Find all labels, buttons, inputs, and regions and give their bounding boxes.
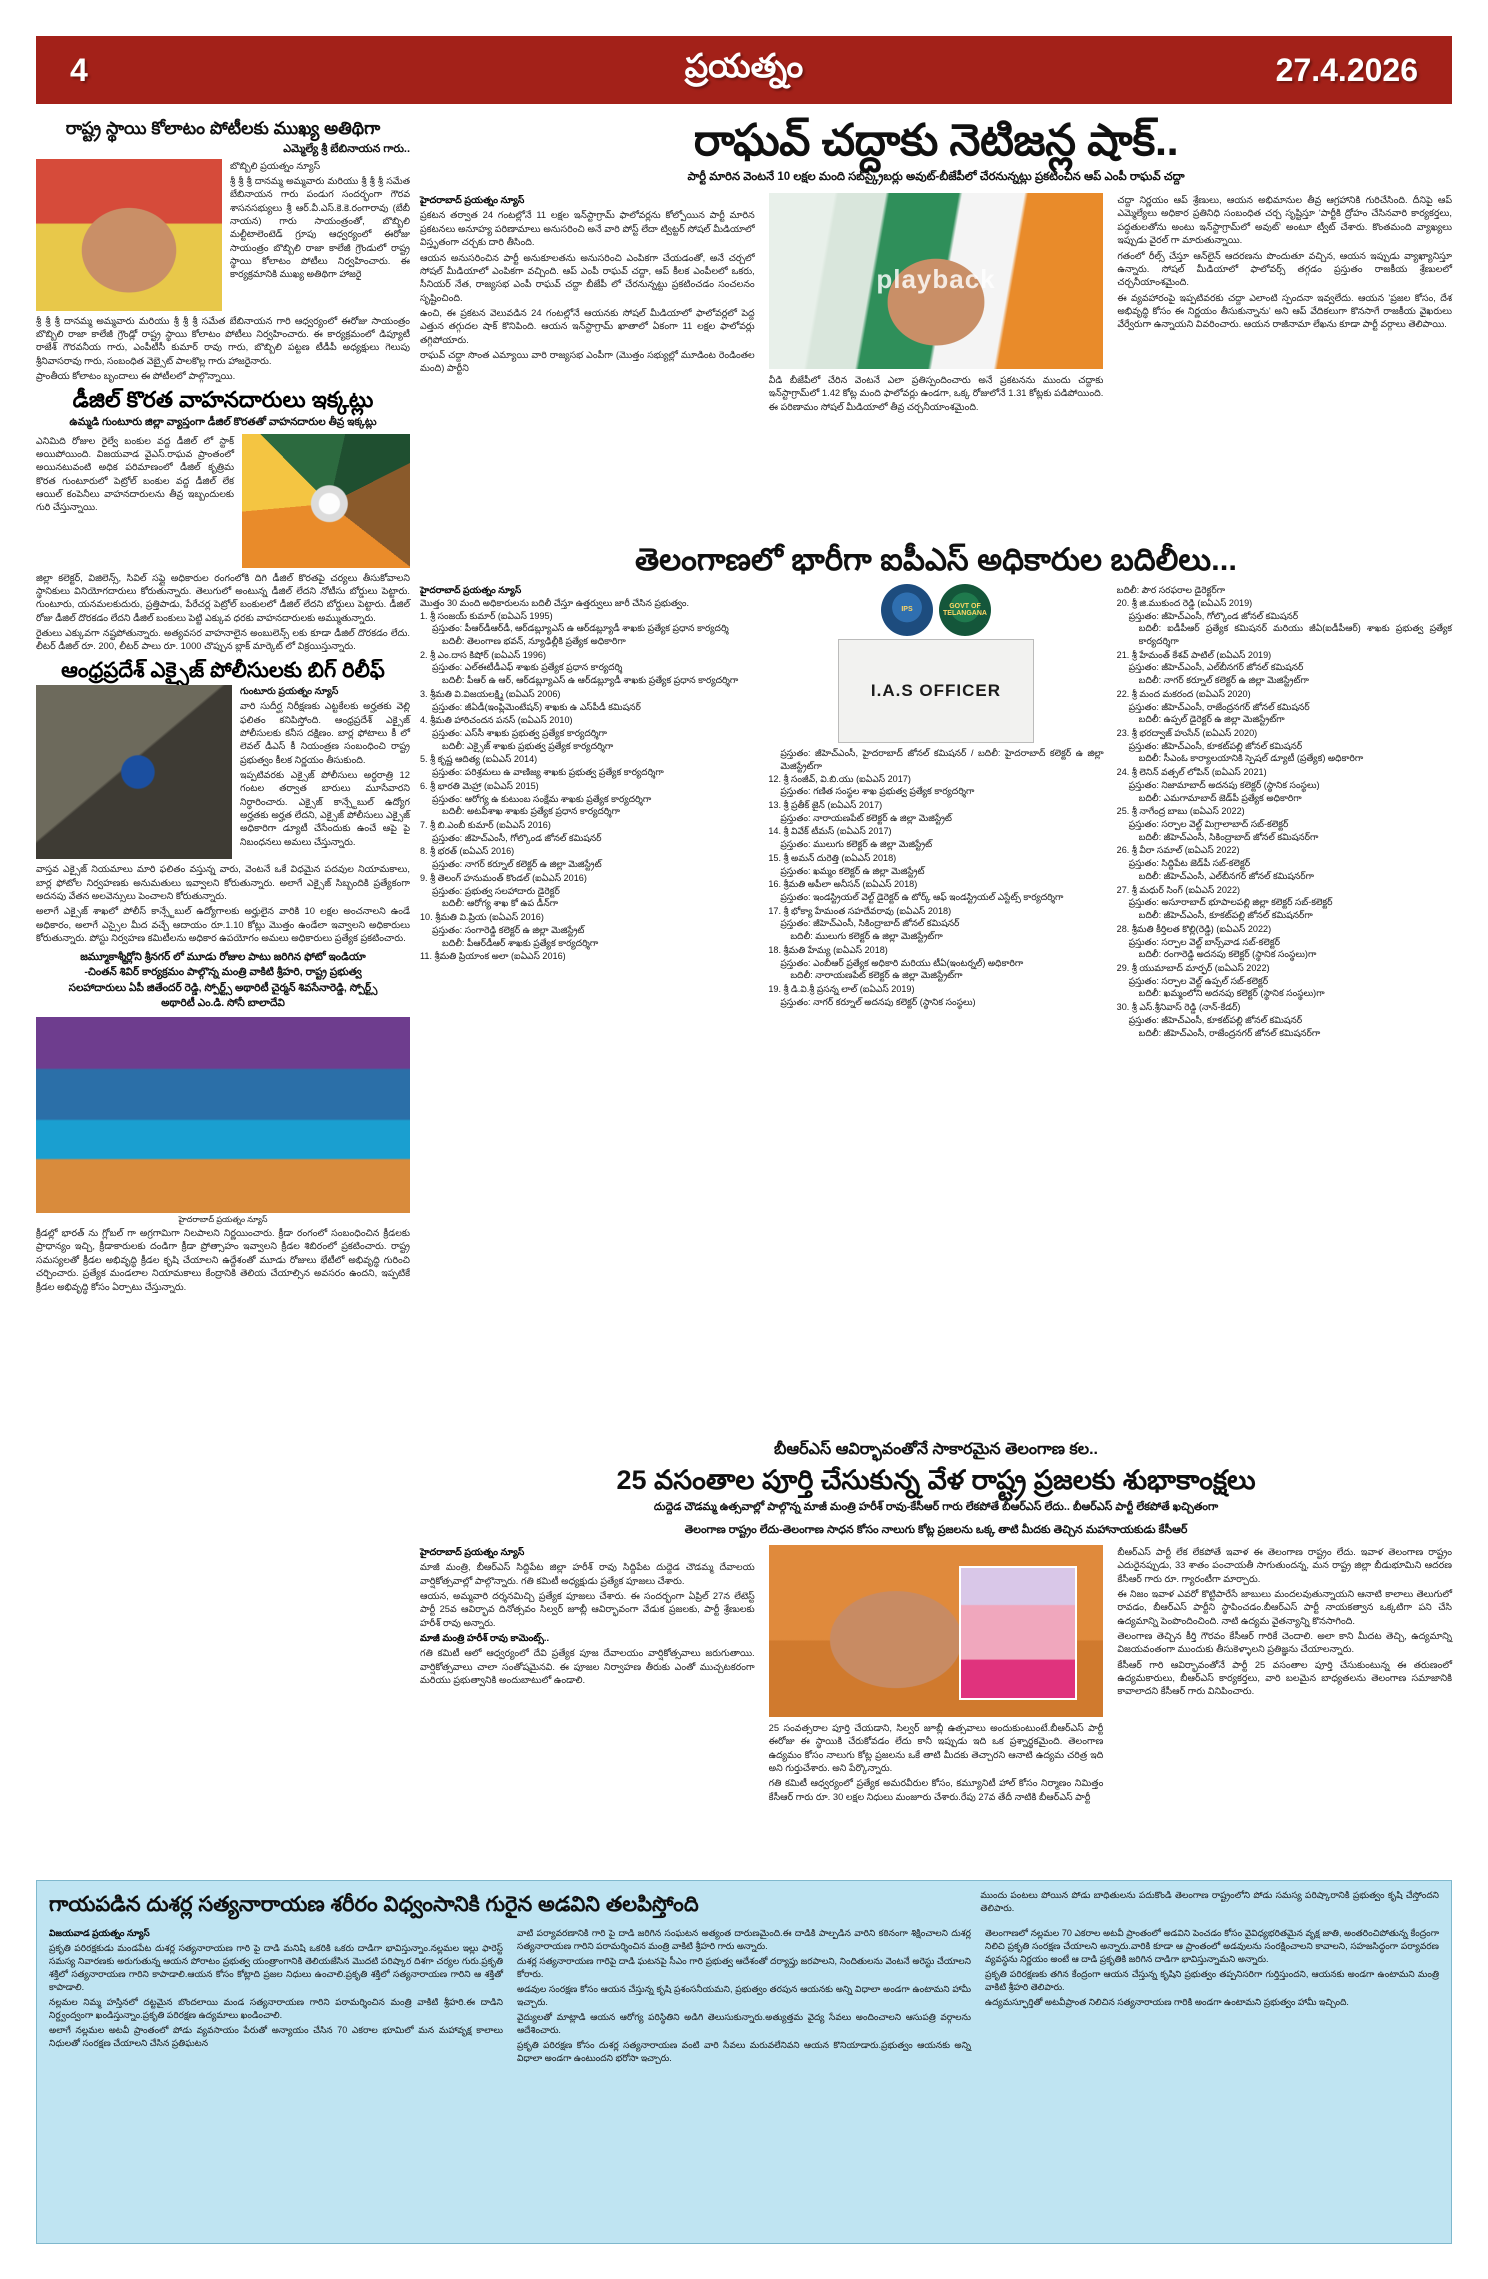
officer-transfer: బదిలీ: జీహెచ్‌ఎంసీ, సికింద్రాబాద్ జోనల్ కమిషనర్‌గా [1138,831,1319,842]
officer-transfer: బదిలీ: నారాయణపేట్ కలెక్టర్ ఉ జిల్లా మెజిస్ట్రేట్‌గా [790,970,963,981]
officer-current: ప్రస్తుతం: సర్పాల వెల్ట్ ఉప్పల్ సబ్-కలెక్టర్ [1128,975,1269,986]
officer-current: ప్రస్తుతం: ఎల్‌ఈటీడీఎఫ్ శాఖకు ప్రత్యేక ప్రధాన కార్యదర్శి [432,662,623,673]
officer-number: 12. [768,773,781,784]
officer-transfer: బదిలీ: పీఆర్ ఉ ఆర్, ఆర్‌డబ్ల్యూఎస్ ఉ ఆర్‌డబ్ల్యూడీ శాఖకు ప్రత్యేక ప్రధాన కార్యదర్శిగా [442,675,739,686]
officer-current: ప్రస్తుతం: జీహెచ్‌ఎంసీ, కూకట్‌పల్లి జోనల్ కమిషనర్ [1128,1014,1303,1025]
officer-transfer: బదిలీ: జీహెచ్‌ఎంసీ, రాజేంద్రనగర్ జోనల్ కమిషనర్‌గా [1138,1027,1321,1038]
newspaper-title: ప్రయత్నం [684,47,804,84]
story-kolatam-body: శ్రీ శ్రీ శ్రీ దానమ్మ అమ్మవారు మరియు శ్రీ శ్రీ శ్రీ సమేత బేబినాయన గారి ఆధ్వర్యంలో ఈరోజు సాయంత్రం బొబ్బిలి రాజా కాలేజీ గ్రౌండ్లో రాష్ట్ర స్థాయి కోలాటం పోటీలు నిర్వహించారు. ఈ కార్యక్రమంలో డిప్యూటీ రాజేశ్ గౌరవనీయ గారు, ఎంపీటీసీ కుమార్ రావు గారు, బొబ్బిలి పట్టణ టీడీపీ అధ్యక్షులు గెలుపు శ్రీనివాసరావు గారు, సంబంధిత వెబ్సైట్ పాలకొల్ల గారు హాజరైనారు. ప్రాంతీయ కోలాటం బృందాలు ఈ పోటీలలో పాల్గొన్నాయి. [36,314,410,382]
officer-entry [420,950,755,963]
officer-name: శ్రీమతి వి.ప్రియ (ఐఏఎస్ 2016) [435,912,544,923]
story-kolatam-subhead: ఎమ్మెల్యే శ్రీ బేబినాయన గారు.. [283,143,410,156]
officer-number: 5. [420,754,428,765]
officer-entry [1117,597,1452,648]
officer-entry [420,714,755,752]
officer-number: 14. [768,826,781,837]
bottom-col-2: వాటి పర్యావరణానికి గారి పై దాడి జరిగిన సంఘటన అత్యంత దారుణమైంది.ఈ దాడికి పాల్పడిన వారిని కఠినంగా శిక్షించాలని దుశర్ల సత్యనారాయణ గారిని పరామర్శించిన మంత్రి వాకిటి శ్రీహరి గారు అన్నారు. దుశర్ల సత్యనారాయణ గారిపై దాడి ఘటనపై సీఎం గారి ప్రభుత్వ ఆదేశంతో దర్యాప్తు జరపాలని, నిందితులను వెంటనే అరెస్టు చేయాలని కోరారు. అడవుల సంరక్షణ కోసం ఆయన చేస్తున్న కృషి ప్రశంసనీయమని, ప్రభుత్వం తరపున ఆయనకు అన్ని విధాలా అండగా ఉంటామని హామీ ఇచ్చారు. వైద్యులతో మాట్లాడి ఆయన ఆరోగ్య పరిస్థితిని అడిగి తెలుసుకున్నారు.అత్యుత్తమ వైద్య సేవలు అందించాలని ఆసుపత్రి వర్గాలను ఆదేశించారు. ప్రకృతి పరిరక్షణ కోసం దుశర్ల సత్యనారాయణ వంటి వారి సేవలు మరువలేనివని ఆయన కొనియాడారు.ప్రభుత్వం ఆయనకు అన్ని విధాలా అండగా ఉంటుందని భరోసా ఇచ్చారు. [517,1928,971,2063]
brs-subhead-2: తెలంగాణ రాష్ట్రం లేదు-తెలంగాణ సాధన కోసం నాలుగు కోట్ల ప్రజలను ఒక్క తాటి మీదకు తెచ్చిన మహానాయకుడు కేసీఆర్ [684,1523,1188,1536]
bottom-col-1: విజయవాడ ప్రయత్నం న్యూస్ ప్రకృతి పరిరక్షకుడు మండపేట దుశర్ల సత్యనారాయణ గారి పై దాడి మనిషి ఒకరికి ఒకరు దాడిగా భావిస్తున్నాం.నల్లమల ఇల్లు ఫారెస్ట్ సమస్య నివారణకు అరుగుతున్న ఆయన పోరాటం ప్రభుత్వ యంత్రాంగానికి తెలియజేసిన మొదటి పరిష్కార దిశగా చర్యల గురు.ప్రకృతి శక్తిలో సత్యనారాయణ గారిని కాపాడాలి.ఆయన కోసం కోట్లాది ప్రజల నిధులు ఉంచాలి.ప్రకృతి శక్తిలో సత్యనారాయణ గారిని ఆ శక్తితో కాపాడాలి. నల్లమల నిమ్మ హస్తినలో దట్టమైన బొందలాయి మండ సత్యనారాయణ గారిని పరామర్శించిన మంత్రి వాకిటి శ్రీహరి.ఈ దాడిని నిర్ద్వంద్వంగా ఖండిస్తున్నాం.ప్రకృతి పరిరక్షణ ఉద్యమాలు ఖండించాలి. అలాగే నల్లమల అటవీ ప్రాంతంలో పోడు వ్యవసాయం పేరుతో అన్యాయం చేసిన 70 ఎకరాల భూమిలో మన మహావృక్ష కాలాలు నిధులతో సంరక్షణ చేయాలని చేసిన ప్రతిఘటన [49,1928,503,2048]
story-excise-body-b: వాస్తవ ఎక్సైజ్ నియమాలు మారి ఫలితం వస్తున్న వారు, వెంటనే ఒకే విధమైన పదవుల నియామకాలు, బార్ల ఫోటోల నిర్వహణకు అనుమతులు ఇవ్వాలని కోరుతున్నారు. అలాగే ఎక్సైజ్ సిబ్బందికి ప్రత్యేకంగా అదనపు వేతన అలవెన్సులు పెంచాలని కోరుతున్నారు. అలాగే ఎక్సైజ్ శాఖలో పోలీస్ కాన్స్టేబుల్ ఉద్యోగాలకు అర్హులైన వారికి 10 లక్షల అంచనాలని ఉండే అధికారం, అలాగే ఎస్సైల మీద వచ్చే ఆదాయం రూ.1.10 కోట్లు మొత్తం ఉండేలా ఇవ్వాలని అధికారులు కోరుతున్నారు. పోస్టు నిర్వహణ కమిటీలను అధికార ఉపయోగం అమలు అధికారులు ప్రత్యేక ప్రకటించారు. [36,863,410,943]
officer-entry [768,983,1103,1008]
officer-current: ప్రస్తుతం: ములుగు కలెక్టర్ ఉ జిల్లా మెజిస్ట్రేట్ [780,839,933,850]
officer-transfer: బదిలీ: ములుగు కలెక్టర్ ఉ జిల్లా మెజిస్ట్రేట్‌గా [790,931,943,942]
officer-number: 2. [420,649,428,660]
officer-number: 17. [768,905,781,916]
officer-current: ప్రస్తుతం: నాగర్ కర్నూల్ కలెక్టర్ ఉ జిల్లా మెజిస్ట్రేట్ [432,859,602,870]
story-diesel [36,388,410,652]
ap-excise-police-badge-photo [36,685,232,859]
officer-entry [1117,805,1452,843]
story-sports-dateline: హైదరాబాద్ ప్రయత్నం న్యూస్ [178,1215,268,1225]
officer-name: శ్రీ భోక్యా హేమంత సహదేవరావు (ఐఏఎస్ 2018) [783,905,952,916]
officer-current: ప్రస్తుతం: జీహెచ్‌ఎంసీ, రాజేంద్రనగర్ జోనల్ కమిషనర్ [1128,701,1310,712]
officer-entry [1117,649,1452,687]
officer-number: 22. [1116,688,1130,699]
chintan-shivir-credit [36,950,410,1011]
officer-transfer: బదిలీ: పీఆర్‌డీఆర్ శాఖకు ప్రత్యేక కార్యదర్శిగా [442,937,599,948]
officer-current: ప్రస్తుతం: జీహెచ్‌ఎంసీ, సికింద్రాబాద్ జోనల్ కమిషనర్ [780,918,960,929]
officer-number: 15. [768,852,781,863]
officer-number: 8. [420,846,428,857]
officer-entry [768,825,1103,850]
officer-entry [768,773,1103,798]
officer-current: ప్రస్తుతం: ఎంబీఆర్ ప్రత్యేక అధికారి మరియు టీఏ(ఇంటర్నల్) అధికారిగా [780,957,1024,968]
officer-entry [768,905,1103,943]
brs-dateline: హైదరాబాద్ ప్రయత్నం న్యూస్ [420,1546,525,1558]
officer-entry [1117,727,1452,765]
officer-entry [420,819,755,844]
officer-entry [1117,1001,1452,1039]
page-masthead [36,36,1452,104]
story-diesel-body-a: ఎనిమిది రోజుల రైల్వే బంకుల వద్ద డీజిల్ లో స్టాక్ అయిపోయింది. విజయవాడ వైఎస్.రాఘవ ప్రాంతంలో అయినటువంటి అధిక పరిమాణంలో డీజిల్ కృత్రిమ కొరత గుంటూరులో పెట్రోల్ బంకుల వద్ద డీజిల్ లేక ఆయిల్ కంపెనీలు వాహనదారులను తీవ్ర ఇబ్బందులకు గురి చేస్తున్నాయి. [36,434,234,513]
ias-officer-nameplate-photo [838,639,1034,743]
story-brs-anniversary [420,1440,1452,1805]
officer-entry [1117,688,1452,726]
officer-current: ప్రస్తుతం: అసూరాబాద్ భూపాలపల్లి జిల్లా కలెక్టర్ సబ్-కలెక్టర్ [1128,897,1333,908]
officer-number: 7. [420,820,428,831]
officer-number: 27. [1116,884,1130,895]
officer-transfer: బదిలీ: రంగారెడ్డి అదనపు కలెక్టర్ (స్థానిక సంస్థలు)గా [1138,949,1317,960]
top-story-dateline: హైదరాబాద్ ప్రయత్నం న్యూస్ [420,194,525,206]
officer-name: శ్రీ మధుర్ సింగ్ (ఐఏఎస్ 2022) [1131,884,1241,895]
bottom-story-headline: గాయపడిన దుశర్ల సత్యనారాయణ శరీరం విధ్వంసానికి గురైన అడవిని తలపిస్తోంది [49,1893,699,1916]
officer-entry [1117,884,1452,922]
brs-col-1: హైదరాబాద్ ప్రయత్నం న్యూస్ మాజీ మంత్రి, బీఆర్ఎస్ సిద్దిపేట జిల్లా హరీశ్ రావు సిద్దిపేట దుద్దెడ చౌడమ్మ దేవాలయ వార్షికోత్సవాల్లో పాల్గొన్నారు. గతి కమిటీ అధ్యక్షుడు ప్రత్యేక పూజలు చేశారు. ఆయన, అమ్మవారి దర్శనమిచ్చి ప్రత్యేక పూజలు చేశారు. ఈ సందర్భంగా ఏప్రిల్ 27న లేటెస్ట్ పార్టీ 25వ ఆవిర్భావ దినోత్సవం సిల్వర్ జూబ్లీ ఆవిర్భావంగా వేడుక ప్రజలకు, పార్టీ శ్రేణులకు హరీశ్ రావు అన్నారు. మాజీ మంత్రి హరీశ్ రావు కామెంట్స్.. గతి కమిటీ ఆలో ఆధ్వర్యంలో దేవి ప్రత్యేక పూజ దేవాలయం వార్షికోత్సవాలు జరుగుతాయి. వార్షికోత్సవాలు చాలా సంతోషమైనవి. ఈ పూజల నిర్వాహణ తీరుకు ఎంతో ముచ్చటకరంగా మరియు ప్రభుత్వానికి అందుబాటులో ఉండాలి. [420,1546,755,1686]
officer-entry [1117,923,1452,961]
yoga-event-photo [36,1017,410,1213]
officer-name: శ్రీ మంద మకరంద (ఐఏఎస్ 2020) [1131,688,1251,699]
officer-number: 28. [1116,923,1130,934]
officer-number: 30. [1116,1002,1130,1013]
officer-number: 25. [1116,806,1130,817]
emblem-row [768,584,1103,636]
top-story-col-2: playback వీడి బీజేపీలో చేరిన వెంటనే ఎలా ప్రతిస్పందించారు అనే ప్రకటనను ముందు చద్దాకు ఇన్‌స్టాగ్రామ్‌లో 1.42 కోట్ల మంది ఫాలోవర్లు ఉండగా, ఒక్క రోజులోనే 1.31 కోట్లకు పడిపోయింది. ఈ పరిణామం సోషల్ మీడియాలో తీవ్ర చర్చనీయాంశమైంది. [769,193,1104,415]
officer-name: శ్రీ సంజీవ్, వి.బి.యు (ఐఏఎస్ 2017) [783,773,911,784]
officer-name: శ్రీ సంజయ్ కుమార్ (ఐఏఎస్ 1995) [430,610,553,621]
ips-intro: మొత్తం 30 మంది అధికారులను బదిలీ చేస్తూ ఉత్తర్వులు జారీ చేసిన ప్రభుత్వం. [420,597,690,608]
story-forest-activist: గాయపడిన దుశర్ల సత్యనారాయణ శరీరం విధ్వంసానికి గురైన అడవిని తలపిస్తోంది ముందు పంటలు పోయిన పోడు బాధితులను పదుకొండి తెలంగాణ రాష్ట్రంలోని పోడు సమస్య పరిష్కారానికి ప్రభుత్వం కృషి చేస్తోందని తెలిపారు. విజయవాడ ప్రయత్నం న్యూస్ ప్రకృతి పరిరక్షకుడు మండపేట దుశర్ల సత్యనారాయణ గారి పై దాడి మనిషి ఒకరికి ఒకరు దాడిగా భావిస్తున్నాం.నల్లమల ఇల్లు ఫారెస్ట్ సమస్య నివారణకు అరుగుతున్న ఆయన పోరాటం ప్రభుత్వ యంత్రాంగానికి తెలియజేసిన మొదటి పరిష్కార దిశగా చర్యల గురు.ప్రకృతి శక్తిలో సత్యనారాయణ గారిని కాపాడాలి.ఆయన కోసం కోట్లాది ప్రజల నిధులు ఉంచాలి.ప్రకృతి శక్తిలో సత్యనారాయణ గారిని ఆ శక్తితో కాపాడాలి. నల్లమల నిమ్మ హస్తినలో దట్టమైన బొందలాయి మండ సత్యనారాయణ గారిని పరామర్శించిన మంత్రి వాకిటి శ్రీహరి.ఈ దాడిని నిర్ద్వంద్వంగా ఖండిస్తున్నాం.ప్రకృతి పరిరక్షణ ఉద్యమాలు ఖండించాలి. అలాగే నల్లమల అటవీ ప్రాంతంలో పోడు వ్యవసాయం పేరుతో అన్యాయం చేసిన 70 ఎకరాల భూమిలో మన మహావృక్ష కాలాలు నిధులతో సంరక్షణ చేయాలని చేసిన ప్రతిఘటన వాటి పర్యావరణానికి గారి పై దాడి జరిగిన సంఘటన అత్యంత దారుణమైంది.ఈ దాడికి పాల్పడిన వారిని కఠినంగా శిక్షించాలని దుశర్ల సత్యనారాయణ గారిని పరామర్శించిన మంత్రి వాకిటి శ్రీహరి గారు అన్నారు. దుశర్ల సత్యనారాయణ గారిపై దాడి ఘటనపై సీఎం గారి ప్రభుత్వ ఆదేశంతో దర్యాప్తు జరపాలని, నిందితులను వెంటనే అరెస్టు చేయాలని కోరారు. అడవుల సంరక్షణ కోసం ఆయన చేస్తున్న కృషి ప్రశంసనీయమని, ప్రభుత్వం తరపున ఆయనకు అన్ని విధాలా అండగా ఉంటామని హామీ ఇచ్చారు. వైద్యులతో మాట్లాడి ఆయన ఆరోగ్య పరిస్థితిని అడిగి తెలుసుకున్నారు.అత్యుత్తమ వైద్య సేవలు అందించాలని ఆసుపత్రి వర్గాలను ఆదేశించారు. ప్రకృతి పరిరక్షణ కోసం దుశర్ల సత్యనారాయణ వంటి వారి సేవలు మరువలేనివని ఆయన కొనియాడారు.ప్రభుత్వం ఆయనకు అన్ని విధాలా అండగా ఉంటుందని భరోసా ఇచ్చారు. తెలంగాణలో నల్లమల 70 ఎకరాల అటవీ ప్రాంతంలో అడవిని పెంచడం కోసం వైవిధ్యభరితమైన వృక్ష జాతి, అంతరించిపోతున్న కేంద్రంగా నిలిచి ప్రకృతి సంరక్షణ చేయాలని అన్నారు.వారికి కూడా ఆ ప్రాంతంలో అడవులను సంరక్షించాలని కావాలని, సహజసిద్ధంగా పర్యావరణ వ్యవస్థను నిర్ణయం అంటే ఆ దాడి ప్రకృతికి జరిగిన దాడిగా భావిస్తున్నామని అన్నారు. ప్రకృతి పరిరక్షణకు తగిన కేంద్రంగా ఆయన చేస్తున్న కృషిని ప్రభుత్వం తప్పనిసరిగా గుర్తిస్తుందని, ఆయనకు అండగా ఉంటామని మంత్రి వాకిటి శ్రీహరి తెలిపారు. ఉద్యమస్ఫూర్తితో అటవీప్రాంత నిలిచిన సత్యనారాయణ గారికి అండగా ఉంటామని ప్రభుత్వం హామీ ఇచ్చింది. [36,1880,1452,2244]
officer-name: శ్రీమతి అపీలా అనీసన్ (ఐఏఎస్ 2018) [783,879,918,890]
officer-number: 4. [420,715,428,726]
officer-entry [420,845,755,870]
officer-number: 21. [1116,649,1130,660]
officer-transfer: బదిలీ: ఆరోగ్య శాఖ కో ఉప డీన్‌గా [442,898,559,909]
left-column [36,118,410,1295]
officer-current: ప్రస్తుతం: జీఏడీ(ఇంప్లిమెంటేషన్) శాఖకు ఉ ఎస్‌పీడీ కమిషనర్ [432,701,641,712]
officer-entry [420,753,755,778]
officer-name: శ్రీ ఎం.దాస కిషోర్ (ఐఏఎస్ 1996) [430,649,547,660]
officer-number: 26. [1116,845,1130,856]
brs-col-2: 25 సంవత్సరాల పూర్తి చేయడాని, సిల్వర్ జూబ్లీ ఉత్సవాలు అందుకుంటుంటే.బీఆర్ఎస్ పార్టీ ఈరోజు ఈ స్థాయికి చేరుకోవడం లేదు కానీ ఇప్పుడు ఇది ఒక ప్రశ్నార్థకమైంది. తెలంగాణ ఉద్యమం కోసం నాలుగు కోట్ల ప్రజలను ఒకే తాటి మీదకు తెచ్చారని ఆనాటి ఉద్యమ చరిత్ర ఇది అని గుర్తుచేశారు. అని పేర్కొన్నారు. గతి కమిటీ ఆధ్వర్యంలో ప్రత్యేక అమరవీరుల కోసం, కమ్యూనిటీ హాల్ కోసం నిర్మాణం నిమిత్తం కేసీఆర్ గారు రూ. 30 లక్షల నిధులు మంజూరు చేశారు.రేపు 27వ తేదీ నాటికి బీఆర్ఎస్ పార్టీ [769,1545,1104,1805]
officer-current: ప్రస్తుతం: ప్రభుత్వ సలహాదారు డైరెక్టర్ [432,885,560,896]
officer-current-continued: బదిలీ: పౌర సరఫరాల డైరెక్టర్‌గా [1116,585,1226,596]
officer-name: శ్రీ లెనిన్ వత్సల్ లోపిన్ (ఐఏఎస్ 2021) [1131,767,1267,778]
officer-transfer: బదిలీ: ఎక్సైజ్ శాఖకు ప్రభుత్వ ప్రత్యేక కార్యదర్శిగా [442,740,614,751]
credit-line-2: -చింతన్ శివిర్ కార్యక్రమం పాల్గొన్న మంత్రి వాకిటి శ్రీహరి, రాష్ట్ర ప్రభుత్వ [84,966,362,979]
photo-overlay-text: playback [876,263,996,294]
officer-current: ప్రస్తుతం: నారాయణపేట్ కలెక్టర్ ఉ జిల్లా మెజిస్ట్రేట్ [780,812,952,823]
top-story-col-3: చద్దా నిర్ణయం ఆప్ శ్రేణులు, ఆయన అభిమానుల తీవ్ర ఆగ్రహానికి గురిచేసింది. దీనిపై ఆప్ ఎమ్మెల్యేలు అధికార ప్రతినిధి సంబంధిత చర్చ సృష్టిస్తూ 'పార్టీకి ద్రోహం చేసినవారి కార్యకర్తలు, పద్ధతులతోను అంటు ఇన్‌స్టాగ్రామ్‌లో అవుట్' అంటూ ట్వీట్ చేశారు. కొంతమంది వ్యాఖ్యలు ఇప్పుడు వైరల్ గా మారుతున్నాయి. గతంలో రీల్స్ చేస్తూ ఆన్‌లైన్ ఆదరణను పొందుతూ వచ్చిన, ఆయన ఇప్పుడు వ్యాఖ్యానిస్తూ ఉన్నారు. సోషల్ మీడియాలో ఫాలోవర్స్ తగ్గడం ప్రస్తుతం రాజకీయ శ్రేణులలో చర్చనీయాంశమైంది. ఈ వ్యవహారంపై ఇప్పటివరకు చద్దా ఎలాంటి స్పందనా ఇవ్వలేదు. ఆయన 'ప్రజల కోసం, దేశ అభివృద్ధి కోసం ఈ నిర్ణయం తీసుకున్నాను' అని ఆప్ వేదికలుగా కొనసాగే రాజకీయ వైఖరులు వేర్వేరుగా ఉన్నాయని వివరించారు. ఆయన రాజీనామా లేఖను కూడా పార్టీ వర్గాలు తెలిపాయి. [1117,194,1453,330]
officer-current: ప్రస్తుతం: ఆరోగ్య ఉ కుటుంబ సంక్షేమ శాఖకు ప్రత్యేక కార్యదర్శిగా [432,793,652,804]
officer-name: శ్రీ ఎస్.శ్రీనివాస్ రెడ్డి (నాన్-కేడర్) [1131,1002,1241,1013]
telangana-govt-emblem-icon: GOVT OF TELANGANA [939,584,991,636]
officer-name: శ్రీ భరద్వాజ్ హుసేన్ (ఐఏఎస్ 2020) [1131,728,1258,738]
officer-current: ప్రస్తుతం: పరిశ్రమలు ఉ వాణిజ్య శాఖకు ప్రభుత్వ ప్రత్యేక కార్యదర్శిగా [432,767,664,778]
kcr-portrait-photo [769,1545,1104,1717]
story-kolatam-headline: రాష్ట్ర స్థాయి కోలాటం పోటీలకు ముఖ్య అతిథిగా [65,118,381,138]
officer-entry [420,688,755,713]
mla-portrait-photo [36,159,222,311]
ias-badge-text: I.A.S OFFICER [870,681,1002,701]
officer-name: శ్రీ అమన్ దురెత్తి (ఐఏఎస్ 2018) [783,852,897,863]
officer-name: శ్రీ హేమంత్ కేశవ్ పాటిల్ (ఐఏఎస్ 2019) [1131,649,1272,660]
officer-name: శ్రీ భారతి మెహ్రా (ఐఏఎస్ 2015) [430,780,539,791]
ips-list-col-2 [768,584,1103,1040]
officer-current: ప్రస్తుతం: సర్పాల వెల్ట్ బాన్స్‌వాడ సబ్-కలెక్టర్ [1128,936,1280,947]
officer-number: 11. [420,951,432,962]
officer-current: ప్రస్తుతం: ఇండస్ట్రియల్ వెల్ట్ డైరెక్టర్ ఉ టోర్క్ ఆఫ్ ఇండస్ట్రియల్ ఎస్టేట్స్ కార్యదర్శిగా [780,892,1064,902]
story-excise-headline: ఆంధ్రప్రదేశ్ ఎక్సైజ్ పోలీసులకు బిగ్ రిలీఫ్ [61,658,385,682]
officer-transfer: బదిలీ: తెలంగాణ భవన్, న్యూఢిల్లీకి ప్రత్యేక అధికారిగా [442,635,626,646]
officer-entry [768,852,1103,877]
officer-current: ప్రస్తుతం: జీహెచ్‌ఎంసీ, కూకట్‌పల్లి జోనల్ కమిషనర్ [1128,740,1303,751]
story-diesel-headline: డీజిల్ కొరత వాహనదారులు ఇక్కట్లు [72,387,374,413]
story-sports-body: క్రీడల్లో భారత్ ను గ్లోబల్ గా అగ్రగామిగా నిలపాలని నిర్ణయించారు. క్రీడా రంగంలో సంబంధించిన క్రీడలకు ప్రాధాన్యం ఇచ్చి, క్రీడాకారులకు దండిగా క్రీడా ప్రోత్సాహం ఇవ్వాలని క్రీడల శిబిరంలో ప్రకటించారు. రాష్ట్ర సమస్యలతో క్రీడల అభివృద్ధి క్రీడల కృషి చేయాలని ఉద్దేశంతో మూడు రోజులు భేటీలో అభివృద్ధి గురించి చర్చించారు. ప్రత్యేక మండలాల నియామకాలు కేంద్రానికి తెలియ చేయాల్సిన అవసరం ఉందని, ఇప్పటికే క్రీడల అభివృద్ధి కోసం ఏర్పాటు చేస్తున్నారు. [36,1227,410,1292]
officer-name: శ్రీ బి.ఎంబీ కుమార్ (ఐఏఎస్ 2016) [430,820,551,831]
brs-col-3: బీఆర్ఎస్ పార్టీ లేక లేకపోతే ఇవాళ ఈ తెలంగాణ రాష్ట్రం లేదు. ఇవాళ తెలంగాణ రాష్ట్రం ఎదురైనప్పుడు, 33 శాతం పంచాయతీ సాగుతుందన్న, మన రాష్ట్ర జిల్లా బీడుభూమిని ఆదరణ కేసీఆర్ గారు రూ. గ్యారంటీగా మార్చారు. ఈ నిజం ఇవాళ ఎవరో కొట్టిపారేసే జాబులు మందలవుతున్నాయని ఆనాటి కాలాలు తెలుగులో రావడం, బీఆర్ఎస్ పార్టీని స్థాపించడం.బీఆర్ఎస్ పార్టీ నాయకత్వాన ఒక్కటిగా పని చేసి ఉద్యమాన్ని పెంపొందించింది. నాటి ఉద్యమ వైతన్యాన్ని కొనసాగింది. తెలంగాణ తెచ్చిన కీర్తి గౌరవం కేసీఆర్ గారికే చెందాలి. అలా కాని మీదట తెచ్చి, ఉద్యమాన్ని విజయవంతంగా ముందుకు తీసుకెళ్ళాలని ప్రతిజ్ఞను చేయాలన్నారు. కేసీఆర్ గారి ఆవిర్భావంతోనే పార్టీ 25 వసంతాల పూర్తి చేసుకుంటున్న ఈ తరుణంలో ఉద్యమకారులు, బీఆర్ఎస్ కార్యకర్తలు, వారి బలమైన బాధ్యతలను తెలంగాణ సమాజానికి కావాలాదని కేసీఆర్ గారు వినిపించారు. [1117,1546,1453,1697]
top-story-subhead: పార్టీ మారిన వెంటనే 10 లక్షల మంది సబ్‌స్క్రైబర్లు అవుట్-బీజేపీలో చేరనున్నట్లు ప్రకటించిన ఆప్ ఎంపీ రాఘవ్ చద్దా [687,171,1185,184]
officer-name: శ్రీ వివేక్ టీమస్ (ఐఏఎస్ 2017) [783,826,892,837]
officer-entry [1117,844,1452,882]
officer-number: 20. [1116,597,1130,608]
officer-entry [420,911,755,949]
credit-line-1: జమ్మూకాశ్మీర్లోని శ్రీనగర్ లో మూడు రోజుల పాటు జరిగిన ఫోటో ఇండియా [80,951,366,964]
officer-current: ప్రస్తుతం: ఎస్‌సీ శాఖకు ప్రభుత్వ ప్రత్యేక కార్యదర్శిగా [432,728,607,738]
brs-kicker: బీఆర్ఎస్ ఆవిర్భావంతోనే సాకారమైన తెలంగాణ కల.. [774,1441,1098,1458]
officer-entry [420,872,755,910]
officer-name: శ్రీ భరత్ (ఐఏఎస్ 2016) [430,846,515,857]
officer-entry [1117,962,1452,1000]
credit-line-4: అథారిటీ ఎం.డి. సోనీ బాలాదేవి [161,996,285,1009]
brs-headline: 25 వసంతాల పూర్తి చేసుకున్న వేళ రాష్ట్ర ప్రజలకు శుభాకాంక్షలు [616,1465,1256,1495]
officer-name: శ్రీ తెలంగ్ హనుమంత్ కొండల్ (ఐఏఎస్ 2016) [430,872,587,883]
brs-subhead-1: దుద్దెడ చౌడమ్మ ఉత్సవాల్లో పాల్గొన్న మాజీ మంత్రి హరీశ్ రావు-కేసీఆర్ గారు లేకపోతే బీఆర్ఎస్ లేదు.. బీఆర్ఎస్ పార్టీ లేకపోతే ఖచ్చితంగా [653,1501,1219,1514]
ips-emblem-icon: IPS [881,584,933,636]
top-story-col-1: హైదరాబాద్ ప్రయత్నం న్యూస్ ప్రకటన తర్వాత 24 గంటల్లోనే 11 లక్షల ఇన్‌స్టాగ్రామ్ ఫాలోవర్లను కోల్పోయిన పార్టీ మారిన ప్రకటనలు అనూహ్య పరిణామాలు అనుసరించి అనే వారి పోస్ట్ లేదా ట్విట్టర్ సోషల్ మీడియాలో విస్తృతంగా చర్చకు దారి తీసింది. ఆయన అనుసరించిన పార్టీ అనుకూలతను అనుసరించి ఎంపికగా చేయడంతో, అనే చర్చలో సోషల్ మీడియాలో ఎంపికగా వచ్చింది. ఆప్ ఎంపీ రాఘవ్ చద్దా, ఆప్ కీలక ఎంపీలలో ఒకరు, సీనియర్ నేత, రాజ్యసభ ఎంపీ రాఘవ్ చద్దా బీజేపీ లో చేరనున్నట్టు ప్రకటించడం సంచలనం సృష్టించింది. ఉంచి, ఈ ప్రకటన వెలువడిన 24 గంటల్లోనే ఆయనకు సోషల్ మీడియాలో ఫాలోవర్లలో పెద్ద ఎత్తున తగ్గుదల షాక్ కొనిపింది. ఆయన ఇన్‌స్టాగ్రామ్ ఖాతాలో ఏకంగా 11 లక్షల ఫాలోవర్లు తగ్గిపోయారు. రాఘవ్ చద్దా సొంత ఎమ్యాయి వారి రాజ్యసభ ఎంపీగా (మొత్తం సభ్యుల్లో మూడింట రెండింతల మంది) పార్టీని [420,194,755,374]
officer-number: 10. [420,912,433,923]
officer-entry [768,878,1103,903]
officer-current: ప్రస్తుతం: పీఆర్‌డీఆర్‌డీ, ఆర్‌డబ్ల్యూఎస్ ఉ ఆర్‌డబ్ల్యూడీ శాఖకు ప్రత్యేక ప్రధాన కార్యదర్శి [432,623,729,634]
officer-current: ప్రస్తుతం: జీహెచ్‌ఎంసీ, గోల్కొండ జోనల్ కమిషనర్ [432,832,602,843]
bottom-dateline: విజయవాడ ప్రయత్నం న్యూస్ [49,1928,150,1939]
officer-current: ప్రస్తుతం: సర్పాల వెల్ట్ మిగ్రాలాబాద్ సబ్-కలెక్టర్ [1128,819,1289,830]
officer-current: ప్రస్తుతం: సిద్దిపేట జెడ్‌పీ సబ్-కలెక్టర్ [1128,858,1251,869]
story-excise-police [36,659,410,945]
story-excise-body-a: వారి సుదీర్ఘ నిరీక్షణకు ఎట్టకేలకు అర్హతకు వెల్లి ఫలితం కనిపిస్తోంది. ఆంధ్రప్రదేశ్ ఎక్సైజ్ పోలీసులకు కనీస దక్షిణం. బార్ల ఫోటాలు కీ లో లెవల్ డీఎస్ కీ నియంత్రణ సంబంధించి రాష్ట్ర ప్రభుత్వం కీలక నిర్ణయం తీసుకుంది. ఇప్పటివరకు ఎక్సైజ్ పోలీసులు అర్ధరాత్రి 12 గంటల తర్వాత బారులు మూసేవారని నిర్ధారించారు. ఎక్సైజ్ కాన్స్టేబుల్ ఉద్యోగ అర్హతకు అర్హత లేదని, ఎక్సైజ్ పోలీసులు ఎక్సైజ్ అధికారిగా డ్యూటీ చేసేందుకు ఉంచే ఆపై పై నిబంధనలు అమలు చేస్తున్నారు. [240,700,410,847]
story-kolatam [36,118,410,382]
officer-entry [1117,766,1452,804]
officer-number: 13. [768,799,781,810]
officer-name: శ్రీ నాగేంద్ర బాబు (ఐఏఎస్ 2022) [1131,806,1245,817]
officer-name: శ్రీ ప్రతీక్ జైన్ (ఐఏఎస్ 2017) [783,799,883,810]
officer-name: శ్రీమతి హారిచందన పనస్ (ఐఏఎస్ 2010) [430,715,573,726]
bottom-col-3: తెలంగాణలో నల్లమల 70 ఎకరాల అటవీ ప్రాంతంలో అడవిని పెంచడం కోసం వైవిధ్యభరితమైన వృక్ష జాతి, అంతరించిపోతున్న కేంద్రంగా నిలిచి ప్రకృతి సంరక్షణ చేయాలని అన్నారు.వారికి కూడా ఆ ప్రాంతంలో అడవులను సంరక్షించాలని కావాలని, సహజసిద్ధంగా పర్యావరణ వ్యవస్థను నిర్ణయం అంటే ఆ దాడి ప్రకృతికి జరిగిన దాడిగా భావిస్తున్నామని అన్నారు. ప్రకృతి పరిరక్షణకు తగిన కేంద్రంగా ఆయన చేస్తున్న కృషిని ప్రభుత్వం తప్పనిసరిగా గుర్తిస్తుందని, ఆయనకు అండగా ఉంటామని మంత్రి వాకిటి శ్రీహరి తెలిపారు. ఉద్యమస్ఫూర్తితో అటవీప్రాంత నిలిచిన సత్యనారాయణ గారికి అండగా ఉంటామని ప్రభుత్వం హామీ ఇచ్చింది. [985,1928,1439,2007]
officer-current: ప్రస్తుతం: జీహెచ్‌ఎంసీ, హైదరాబాద్ జోనల్ కమిషనర్ / బదిలీ: హైదరాబాద్ కలెక్టర్ ఉ జిల్లా మెజిస్ట్రేట్‌గా [780,748,1104,771]
ips-dateline: హైదరాబాద్ ప్రయత్నం న్యూస్ [420,585,522,596]
story-diesel-subhead: ఉమ్మడి గుంటూరు జిల్లా వ్యాప్తంగా డీజిల్ కొరతతో వాహనదారుల తీవ్ర ఇక్కట్లు [69,415,377,428]
officer-name: శ్రీ డి.వి.శ్రీ ప్రసన్న లాల్ (ఐఏఎస్ 2019) [783,984,915,995]
officer-current: ప్రస్తుతం: నాగర్ కర్నూల్ అదనపు కలెక్టర్ (స్థానిక సంస్థలు) [780,996,976,1007]
officer-transfer: బదిలీ: ఎమగామాబాద్ జెడ్‌పీ ప్రత్యేక అధికారిగా [1138,792,1302,803]
officer-transfer: బదిలీ: జీహెచ్‌ఎంసీ, కూకట్‌పల్లి జోనల్ కమిషనర్‌గా [1138,910,1313,921]
officer-number: 9. [420,872,428,883]
story-kolatam-body-right: బొబ్బిలి ప్రయత్నం న్యూస్ శ్రీ శ్రీ శ్రీ దానమ్మ అమ్మవారు మరియు శ్రీ శ్రీ శ్రీ సమేత బేబినాయన గారు పండుగ సందర్భంగా గౌరవ శాసనసభ్యులు శ్రీ ఆర్.వీ.ఎస్.కె.కె.రంగారావు (బేబీ నాయన) గారు సాయంత్రంతో, బొబ్బిలి మల్టీటాలెంటెడ్ గ్రూపు ఆధ్వర్యంలో ఈరోజు సాయంత్రం బొబ్బిలి రాజా కాలేజీ గ్రౌండులో రాష్ట్ర స్థాయి కోలాటం పోటీలు నిర్వహించారు. ఈ కార్యక్రమానికి ముఖ్య అతిథిగా హాజరై [230,159,410,280]
raghav-chadha-press-conference-photo [769,193,1104,369]
story-excise-dateline: గుంటూరు ప్రయత్నం న్యూస్ [240,685,339,697]
story-ips-transfers [420,543,1452,1040]
officer-number: 6. [420,780,428,791]
officer-number: 23. [1116,728,1130,738]
story-raghav-chadha [420,118,1452,415]
officer-entry [768,944,1103,982]
officer-number: 18. [768,944,781,955]
officer-transfer: బదిలీ: ఖమ్మంలోని అదనపు కలెక్టర్ (స్థానిక సంస్థలు)గా [1138,988,1325,999]
credit-line-3: సలహాదారులు ఏపీ జితేందర్ రెడ్డి, స్పోర్ట్స్ అథారిటీ చైర్మన్ శివసేనారెడ్డి, స్పోర్ట్స్ [68,981,378,994]
ips-story-headline: తెలంగాణలో భారీగా ఐపీఎస్ అధికారుల బదిలీలు... [635,542,1237,577]
officer-current: ప్రస్తుతం: ఖమ్మం కలెక్టర్ ఉ జిల్లా మెజిస్ట్రేట్ [780,865,925,876]
officer-number: 19. [768,984,781,995]
officer-name: శ్రీ జి.ముకుంద రెడ్డి (ఐఏఎస్ 2019) [1131,597,1253,608]
publication-date: 27.4.2026 [1275,51,1418,88]
officer-number: 29. [1116,962,1130,973]
officer-name: శ్రీమతి వి.విజయలక్ష్మి (ఐఏఎస్ 2006) [430,688,561,699]
officer-entry [420,610,755,648]
officer-transfer: బదిలీ: అటవీశాఖ శాఖకు ప్రత్యేక ప్రధాన కార్యదర్శిగా [442,806,620,817]
ips-list-col-1 [420,584,755,1040]
officer-name: శ్రీమతి హేమ్య (ఐఏఎస్ 2018) [783,944,888,955]
officer-number: 24. [1116,767,1130,778]
page-number: 4 [70,51,88,88]
top-story-headline: రాఘవ్ చద్దాకు నెటిజన్ల షాక్.. [693,116,1179,165]
officer-entry [420,649,755,687]
officer-name: శ్రీమతి కీర్తిలత కొల్లి(రెడ్డి) (ఐఏఎస్ 2022) [1131,923,1272,934]
fuel-nozzle-photo [242,434,410,568]
officer-transfer: బదిలీ: సీఎంఓ కార్యాలయానికి స్పెషల్ డ్యూటీ (ప్రత్యేక) అధికారిగా [1138,753,1364,764]
officer-name: శ్రీ యుమాబాద్ మార్ఫర్ (ఐఏఎస్ 2022) [1131,962,1270,973]
officer-current: ప్రస్తుతం: జీహెచ్‌ఎంసీ, ఎల్‌బీనగర్ జోనల్ కమిషనర్ [1128,662,1304,673]
officer-number: 1. [420,610,428,621]
officer-transfer: బదిలీ: ఐడీపీఆర్ ప్రత్యేక కమిషనర్ మరియు జీఏ(ఐడీపీఆర్) శాఖకు ప్రభుత్వ ప్రత్యేక కార్యదర్శిగా [1138,623,1452,646]
officer-number: 16. [768,879,781,890]
officer-entry [768,799,1103,824]
officer-current: ప్రస్తుతం: జీహెచ్‌ఎంసీ, గోల్కొండ జోనల్ కమిషనర్ [1128,610,1299,621]
officer-transfer: బదిలీ: జీహెచ్‌ఎంసీ, ఎల్‌బీనగర్ జోనల్ కమిషనర్‌గా [1138,870,1314,881]
officer-current: ప్రస్తుతం: గణిత సంస్థల శాఖ ప్రభుత్వ ప్రత్యేక కార్యదర్శిగా [780,786,975,797]
story-sports-yoga [36,1017,410,1293]
officer-transfer: బదిలీ: నాగర్ కర్నూల్ కలెక్టర్ ఉ జిల్లా మెజిస్ట్రేట్‌గా [1138,675,1309,686]
officer-name: శ్రీ వీరా సమాల్ (ఐఏఎస్ 2022) [1131,845,1240,856]
officer-name: శ్రీమతి ప్రియాంక అలా (ఐఏఎస్ 2016) [434,951,566,962]
officer-transfer: బదిలీ: ఉప్పల్ డైరెక్టర్ ఉ జిల్లా మెజిస్ట్రేట్‌గా [1138,714,1285,725]
story-diesel-body-b: జిల్లా కలెక్టర్, విజిలెన్స్, సివిల్ సప్లై అధికారుల రంగంలోకి దిగి డీజిల్ కొరతపై చర్యలు తీసుకోవాలని స్థానికులు వినియోగదారులు కోరుతున్నారు. తెలుగులో అంటున్న డీజిల్ లేదని నోటీసు బోర్డులు పెట్టారు. గుంటూరు, యనమలకుదురు, ప్రత్తిపాడు, పేరేచర్ల పెట్రోల్ బంకులలో డీజిల్ లేదని బోర్డులు పెట్టారు. డీజిల్ రోజు డీజిల్ దొరకడం లేదని డీజిల్ బంకులు పెట్టి ఎక్కువ ధరకు వాహనదారులకు అమ్ముతున్నారు. రైతులు ఎక్కువగా నష్టపోతున్నారు. అత్యవసర వాహనాలైన అంబులెన్స్ లకు కూడా డీజిల్ దొరకడం లేదు. లీటర్ డీజిల్ రూ. 200, లీటర్ పాలు రూ. 1000 చొప్పున బ్లాక్ మార్కెట్ లో విక్రయిస్తున్నారు. [36,571,410,652]
officer-name: శ్రీ కృష్ణ ఆదిత్య (ఐఏఎస్ 2014) [430,754,538,765]
officer-number: 3. [420,688,428,699]
ips-list-col-3 [1117,584,1452,1040]
officer-entry [420,780,755,818]
officer-current: ప్రస్తుతం: సంగారెడ్డి కలెక్టర్ ఉ జిల్లా మెజిస్ట్రేట్ [432,924,585,935]
officer-current: ప్రస్తుతం: నిజామాబాద్ అదనపు కలెక్టర్ (స్థానిక సంస్థలు) [1128,779,1320,790]
